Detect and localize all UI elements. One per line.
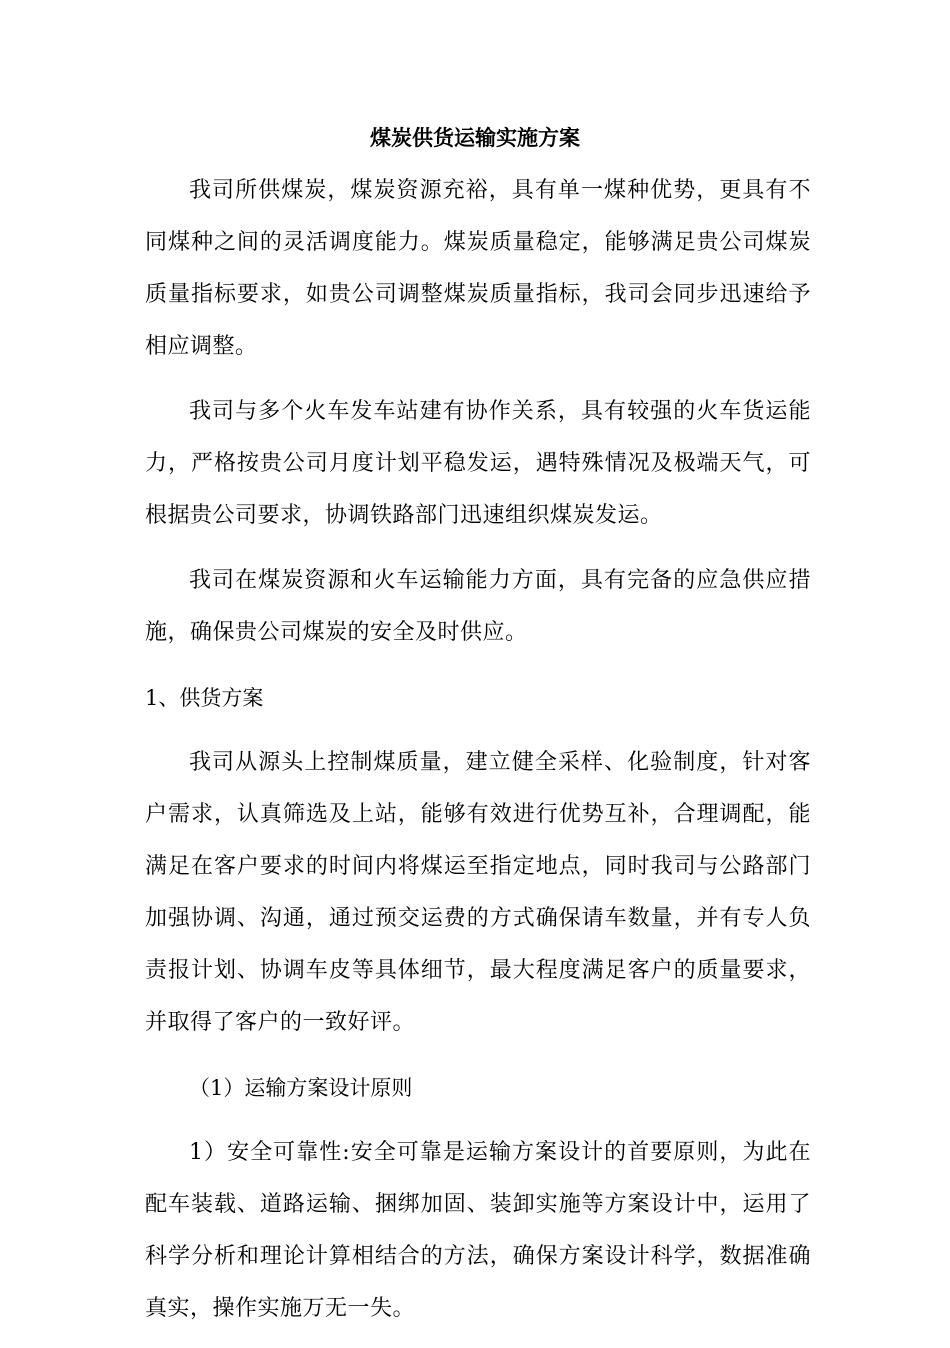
paragraph-supply-plan: 我司从源头上控制煤质量，建立健全采样、化验制度，针对客户需求，认真筛选及上站，能够有效进行优势互补，合理调配，能满足在客户要求的时间内将煤运至指定地点，同时我司与公路部门加强协调、沟通，通过预交运费的方式确保请车数量，并有专人负责报计划、协调车皮等具体细节，最大程度满足客户的质量要求，并取得了客户的一致好评。 [145, 750, 811, 1035]
paragraph-rail-capacity: 我司与多个火车发车站建有协作关系，具有较强的火车货运能力，严格按贵公司月度计划平稳发运，遇特殊情况及极端天气，可根据贵公司要求，协调铁路部门迅速组织煤炭发运。 [145, 399, 811, 528]
document-body [145, 165, 811, 1348]
paragraph-coal-resources: 我司所供煤炭，煤炭资源充裕，具有单一煤种优势，更具有不同煤种之间的灵活调度能力。煤炭质量稳定，能够满足贵公司煤炭质量指标要求，如贵公司调整煤炭质量指标，我司会同步迅速给予相应调整。 [145, 178, 811, 359]
section-heading-supply-plan: 1、供货方案 [145, 686, 264, 710]
paragraph-emergency-supply: 我司在煤炭资源和火车运输能力方面，具有完备的应急供应措施，确保贵公司煤炭的安全及时供应。 [145, 568, 811, 645]
subsection-heading-design-principles: （1）运输方案设计原则 [189, 1076, 413, 1100]
document-title: 煤炭供货运输实施方案 [370, 125, 580, 150]
paragraph-safety-reliability: 1）安全可靠性:安全可靠是运输方案设计的首要原则，为此在配车装载、道路运输、捆绑加固、装卸实施等方案设计中，运用了科学分析和理论计算相结合的方法，确保方案设计科学，数据准确真实，操作实施万无一失。 [145, 1140, 811, 1321]
